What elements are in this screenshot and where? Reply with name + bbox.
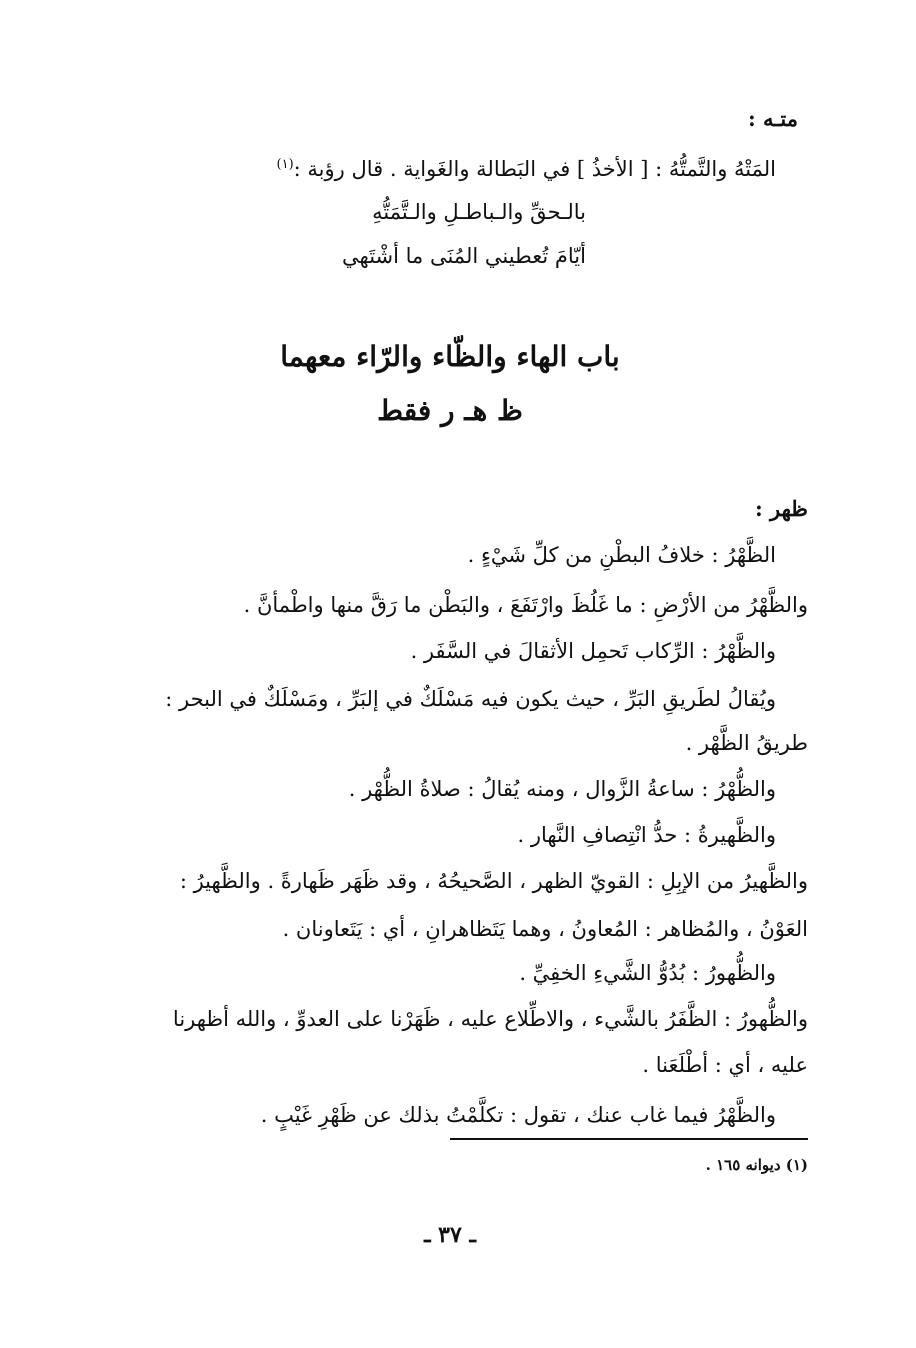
- entry-metah-text: المَتْهُ والتَّمتُّهُ : [ الأخذُ ] في البَطالة والغَواية . قال رؤبة :: [293, 157, 776, 181]
- footnote: (١) ديوانه ١٦٥ .: [705, 1156, 808, 1174]
- footnote-ref: (١): [276, 157, 294, 172]
- entry-line: والظُّهورُ : بُدُوُّ الشَّيءِ الخفِيِّ .: [519, 961, 776, 985]
- entry-line: طريقُ الظَّهْر .: [685, 731, 808, 755]
- entry-line: والظَّهيرُ من الإبِلِ : القويّ الظهر ، الصَّحيحُهُ ، وقد ظَهَر ظَهارةً . والظَّهيرُ :: [179, 869, 808, 893]
- entry-line: والظَّهْرُ : الرِّكاب تَحمِل الأثقالَ في السَّفَر .: [410, 639, 776, 663]
- entry-line: والظَّهْرُ فيما غاب عنك ، تقول : تكلَّمْتُ بذلك عن ظَهْرِ غَيْبٍ .: [260, 1103, 776, 1127]
- footnote-divider: [450, 1138, 808, 1140]
- entry-line: ويُقالُ لطَريقِ البَرِّ ، حيث يكون فيه مَسْلَكٌ في إلبَرِّ ، ومَسْلَكٌ في البحر :: [165, 687, 776, 711]
- entry-metah-line: [277, 150, 776, 184]
- verse-line-2: أيّامَ تُعطيني المُنَى ما أشْتَهي: [342, 244, 586, 268]
- entry-line: العَوْنُ ، والمُظاهر : المُعاونُ ، وهما يَتَظاهرانِ ، أي : يَتَعاونان .: [282, 917, 808, 941]
- entry-line: والظُّهورُ : الظَّفَرُ بالشَّيء ، والاطِّلاع عليه ، ظَهَرْنا على العدوِّ ، والله أظهرنا: [172, 1007, 808, 1031]
- entry-headword-zahr: ظهر :: [754, 496, 808, 521]
- entry-line: عليه ، أي : أطْلَعَنا .: [642, 1053, 808, 1077]
- page-number: ـ ٣٧ ـ: [424, 1222, 476, 1248]
- verse-line-1: بالـحقِّ والـباطـلِ والـتَّمَتُّهِ: [372, 200, 586, 224]
- entry-line: والظَّهْرُ من الأرْضِ : ما غَلُظَ وارْتَفَعَ ، والبَطْن ما رَقَّ منها واطْمأنَّ .: [243, 593, 808, 617]
- chapter-subtitle: ظ هـ ر فقط: [377, 394, 523, 427]
- entry-line: والظَّهيرةُ : حدُّ انْتِصافِ النَّهار .: [517, 823, 776, 847]
- entry-line: الظَّهْرُ : خلافُ البطْنِ من كلِّ شَيْءٍ .: [467, 543, 776, 567]
- entry-headword-metah: متـه :: [747, 106, 798, 131]
- chapter-title: باب الهاء والظّاء والرّاء معهما: [280, 340, 620, 373]
- entry-line: والظُّهْرُ : ساعةُ الزَّوال ، ومنه يُقالُ : صلاةُ الظُّهْر .: [348, 777, 776, 801]
